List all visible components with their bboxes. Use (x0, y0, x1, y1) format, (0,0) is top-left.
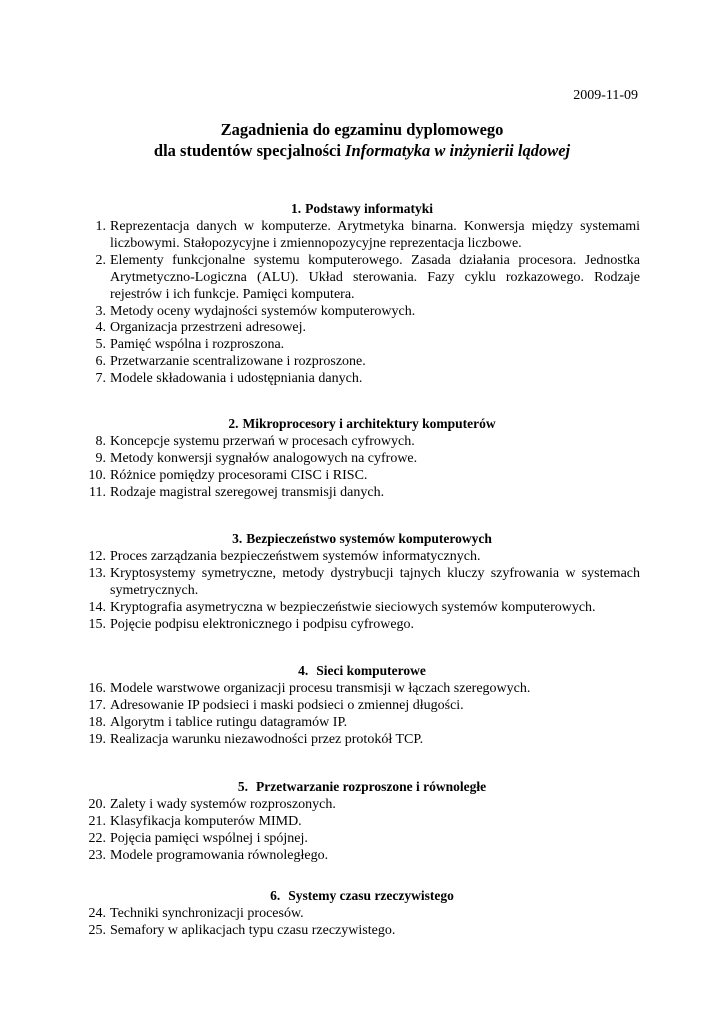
item-text: Elementy funkcjonalne systemu komputerowego. Zasada działania procesora. Jednostka Arytmetyczno-Logiczna (ALU). Układ sterowania. Fazy cyklu rozkazowego. Rodzaje rejestrów i ich funkcje. Pamięci komputera. (110, 252, 640, 302)
section-heading (0, 530, 724, 547)
document-date: 2009-11-09 (573, 88, 638, 103)
item-text: Adresowanie IP podsieci i maski podsieci o zmiennej długości. (110, 697, 464, 713)
section-4 (0, 662, 724, 749)
item-number: 12. (88, 549, 106, 564)
list-item (0, 371, 724, 388)
section-6 (0, 887, 724, 940)
list-item (0, 549, 724, 566)
item-number: 2. (95, 252, 106, 268)
document-title (0, 119, 724, 161)
item-text: Pojęcia pamięci wspólnej i spójnej. (110, 830, 308, 846)
item-text: Realizacja warunku niezawodności przez protokół TCP. (110, 731, 424, 747)
section-heading (0, 887, 724, 904)
list-item (0, 814, 724, 831)
title-line-1: Zagadnienia do egzaminu dyplomowego (220, 120, 504, 139)
item-text: Reprezentacja danych w komputerze. Arytmetyka binarna. Konwersja między systemami liczbowymi. Stałopozycyjne i zmiennopozycyjne reprezentacja liczbowe. (110, 219, 640, 251)
list-item (0, 600, 724, 617)
item-text: Różnice pomiędzy procesorami CISC i RISC. (110, 467, 368, 483)
list-item (0, 337, 724, 354)
section-heading (0, 778, 724, 795)
list-item (0, 566, 724, 600)
section-title: Systemy czasu rzeczywistego (288, 888, 454, 903)
item-number: 21. (88, 813, 106, 829)
title-line-2-italic: Informatyka w inżynierii lądowej (345, 141, 571, 160)
list-item (0, 831, 724, 848)
list-item (0, 434, 724, 451)
item-text: Metody konwersji sygnałów analogowych na cyfrowe. (110, 450, 418, 466)
item-text: Pamięć wspólna i rozproszona. (110, 337, 285, 353)
item-number: 13. (88, 565, 106, 581)
item-number: 5. (95, 337, 106, 353)
item-number: 11. (89, 484, 106, 500)
item-number: 17. (88, 697, 106, 713)
list-item (0, 468, 724, 485)
item-number: 10. (88, 467, 106, 483)
section-1 (0, 200, 724, 388)
item-text: Algorytm i tablice rutingu datagramów IP. (110, 714, 348, 730)
topic-list (0, 797, 724, 865)
list-item (0, 320, 724, 337)
title-line-2 (0, 140, 724, 161)
topic-list (0, 681, 724, 749)
item-text: Koncepcje systemu przerwań w procesach cyfrowych. (110, 434, 415, 449)
list-item (0, 698, 724, 715)
list-item (0, 923, 724, 940)
topic-list (0, 434, 724, 502)
section-title: Sieci komputerowe (316, 663, 426, 678)
list-item (0, 354, 724, 371)
section-number: 6. (270, 888, 281, 903)
section-5 (0, 778, 724, 865)
item-text: Klasyfikacja komputerów MIMD. (110, 813, 302, 829)
item-text: Proces zarządzania bezpieczeństwem systemów informatycznych. (110, 549, 481, 564)
item-number: 23. (88, 847, 106, 863)
item-number: 24. (88, 906, 106, 921)
section-heading (0, 415, 724, 432)
list-item (0, 848, 724, 865)
section-title: Przetwarzanie rozproszone i równoległe (256, 779, 487, 794)
item-text: Pojęcie podpisu elektronicznego i podpisu cyfrowego. (110, 616, 415, 632)
list-item (0, 715, 724, 732)
item-number: 16. (88, 681, 106, 696)
item-number: 14. (88, 599, 106, 615)
item-number: 1. (95, 219, 106, 234)
list-item (0, 219, 724, 253)
section-number: 2. (228, 416, 239, 431)
list-item (0, 253, 724, 304)
section-heading (0, 200, 724, 217)
section-number: 4. (298, 663, 309, 678)
item-number: 7. (95, 371, 106, 387)
item-text: Kryptosystemy symetryczne, metody dystrybucji tajnych kluczy szyfrowania w systemach symetrycznych. (110, 565, 640, 598)
item-text: Kryptografia asymetryczna w bezpieczeństwie sieciowych systemów komputerowych. (110, 599, 596, 615)
section-number: 1. (291, 201, 302, 216)
section-number: 5. (237, 779, 249, 794)
item-number: 22. (88, 830, 106, 846)
item-number: 15. (88, 616, 106, 632)
section-title: Podstawy informatyki (305, 201, 433, 216)
section-number: 3. (232, 531, 243, 546)
list-item (0, 732, 724, 749)
section-heading (0, 662, 724, 679)
item-number: 3. (95, 303, 106, 319)
list-item (0, 681, 724, 698)
item-text: Modele programowania równoległego. (110, 847, 329, 863)
section-3 (0, 530, 724, 634)
list-item (0, 617, 724, 634)
list-item (0, 304, 724, 321)
title-line-2-prefix: dla studentów specjalności (153, 141, 346, 160)
item-text: Zalety i wady systemów rozproszonych. (110, 797, 336, 812)
section-title: Mikroprocesory i architektury komputerów (242, 416, 496, 431)
item-text: Techniki synchronizacji procesów. (110, 906, 304, 921)
topic-list (0, 549, 724, 634)
list-item (0, 485, 724, 502)
item-text: Semafory w aplikacjach typu czasu rzeczywistego. (110, 922, 396, 938)
item-number: 19. (88, 731, 106, 747)
item-number: 18. (88, 714, 106, 730)
topic-list (0, 906, 724, 940)
item-number: 9. (95, 450, 106, 466)
section-2 (0, 415, 724, 502)
item-number: 8. (95, 434, 106, 449)
item-text: Modele składowania i udostępniania danych. (110, 371, 363, 387)
item-number: 4. (95, 320, 106, 336)
list-item (0, 797, 724, 814)
item-number: 6. (95, 354, 106, 370)
item-text: Rodzaje magistral szeregowej transmisji danych. (110, 484, 385, 500)
topic-list (0, 219, 724, 388)
list-item (0, 906, 724, 923)
section-title: Bezpieczeństwo systemów komputerowych (246, 531, 492, 546)
item-text: Modele warstwowe organizacji procesu transmisji w łączach szeregowych. (110, 681, 531, 696)
item-number: 25. (88, 922, 106, 938)
item-text: Przetwarzanie scentralizowane i rozproszone. (110, 354, 366, 370)
item-text: Metody oceny wydajności systemów komputerowych. (110, 303, 416, 319)
item-text: Organizacja przestrzeni adresowej. (110, 320, 307, 336)
list-item (0, 451, 724, 468)
item-number: 20. (88, 797, 106, 812)
